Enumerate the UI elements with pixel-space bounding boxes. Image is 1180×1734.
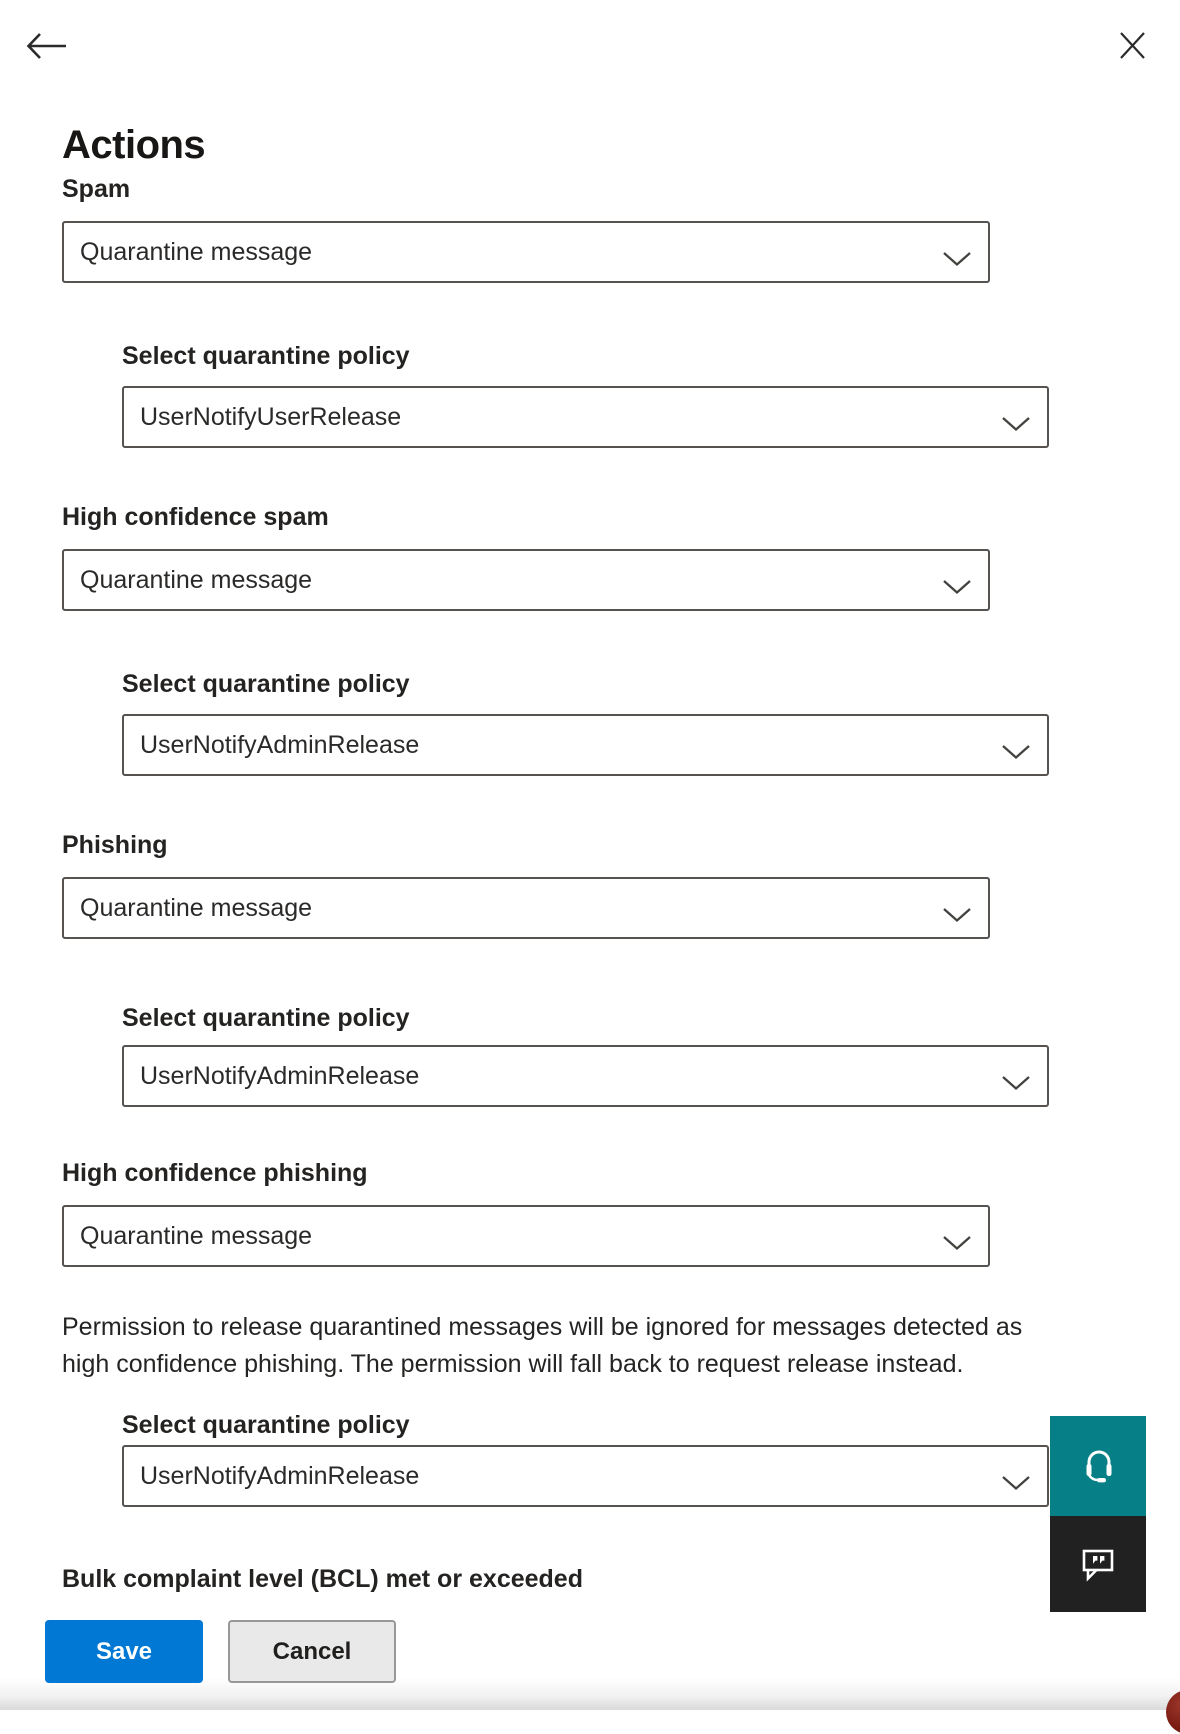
quarantine-policy-label: Select quarantine policy bbox=[122, 1411, 410, 1439]
section-label-phishing: Phishing bbox=[62, 831, 168, 859]
chevron-down-icon bbox=[942, 1229, 972, 1258]
chevron-down-icon bbox=[1001, 738, 1031, 767]
close-icon bbox=[1117, 30, 1147, 63]
footer-bar bbox=[0, 1593, 1180, 1710]
quarantine-policy-label: Select quarantine policy bbox=[122, 1004, 410, 1032]
section-label-bulk-complaint-level: Bulk complaint level (BCL) met or exceeded bbox=[62, 1565, 583, 1593]
chevron-down-icon bbox=[1001, 410, 1031, 439]
high-confidence-spam-quarantine-policy-dropdown[interactable] bbox=[122, 714, 1049, 776]
cancel-button[interactable]: Cancel bbox=[228, 1620, 396, 1683]
headset-icon bbox=[1076, 1443, 1120, 1490]
chevron-down-icon bbox=[1001, 1069, 1031, 1098]
help-widget-button[interactable] bbox=[1050, 1416, 1146, 1516]
section-label-spam: Spam bbox=[62, 175, 131, 203]
phishing-action-value: Quarantine message bbox=[80, 893, 313, 922]
back-button[interactable] bbox=[22, 28, 70, 66]
high-confidence-phishing-action-dropdown[interactable] bbox=[62, 1205, 990, 1267]
quarantine-policy-label: Select quarantine policy bbox=[122, 342, 410, 370]
feedback-icon bbox=[1076, 1541, 1120, 1588]
spam-action-value: Quarantine message bbox=[80, 237, 313, 266]
feedback-widget-button[interactable] bbox=[1050, 1516, 1146, 1612]
high-confidence-phishing-note bbox=[62, 1309, 1152, 1383]
page-title: Actions bbox=[62, 122, 206, 167]
arrow-left-icon bbox=[23, 29, 69, 66]
section-label-high-confidence-phishing: High confidence phishing bbox=[62, 1159, 368, 1187]
close-button[interactable] bbox=[1112, 26, 1152, 66]
chevron-down-icon bbox=[942, 245, 972, 274]
high-confidence-spam-action-dropdown[interactable] bbox=[62, 549, 990, 611]
phishing-action-dropdown[interactable] bbox=[62, 877, 990, 939]
quarantine-policy-label: Select quarantine policy bbox=[122, 670, 410, 698]
spam-quarantine-policy-value: UserNotifyUserRelease bbox=[140, 402, 402, 431]
high-confidence-spam-quarantine-policy-value: UserNotifyAdminRelease bbox=[140, 730, 420, 759]
save-button[interactable]: Save bbox=[45, 1620, 203, 1683]
high-confidence-phishing-action-value: Quarantine message bbox=[80, 1221, 313, 1250]
note-line-2: high confidence phishing. The permission will fall back to request release instead. bbox=[62, 1350, 964, 1378]
chevron-down-icon bbox=[942, 573, 972, 602]
high-confidence-phishing-quarantine-policy-value: UserNotifyAdminRelease bbox=[140, 1461, 420, 1490]
spam-quarantine-policy-dropdown[interactable] bbox=[122, 386, 1049, 448]
chevron-down-icon bbox=[1001, 1469, 1031, 1498]
note-line-1: Permission to release quarantined messages will be ignored for messages detected as bbox=[62, 1313, 1023, 1341]
spam-action-dropdown[interactable] bbox=[62, 221, 990, 283]
section-label-high-confidence-spam: High confidence spam bbox=[62, 503, 329, 531]
chevron-down-icon bbox=[942, 901, 972, 930]
phishing-quarantine-policy-dropdown[interactable] bbox=[122, 1045, 1049, 1107]
high-confidence-spam-action-value: Quarantine message bbox=[80, 565, 313, 594]
high-confidence-phishing-quarantine-policy-dropdown[interactable] bbox=[122, 1445, 1049, 1507]
phishing-quarantine-policy-value: UserNotifyAdminRelease bbox=[140, 1061, 420, 1090]
